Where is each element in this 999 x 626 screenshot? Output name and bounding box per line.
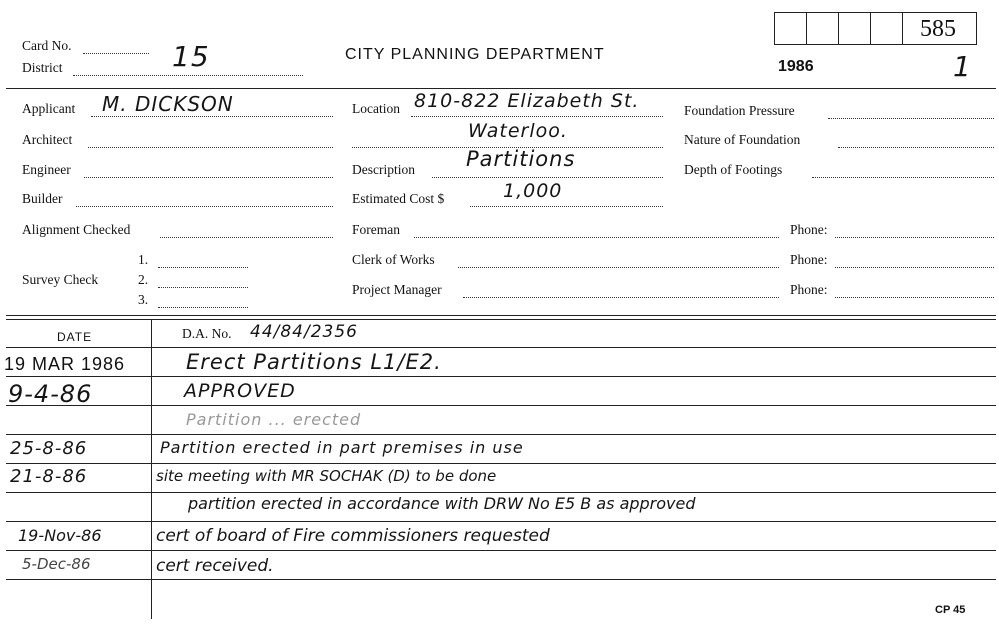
da-number-value: 44/84/2356 bbox=[250, 322, 358, 342]
location-value-2: Waterloo. bbox=[468, 120, 568, 142]
log-rule-4 bbox=[6, 463, 996, 464]
applicant-value: M. DICKSON bbox=[102, 92, 234, 116]
district-line bbox=[73, 75, 303, 76]
foreman-phone-label: Phone: bbox=[790, 222, 828, 237]
card-no-line bbox=[83, 53, 149, 54]
location-label: Location bbox=[352, 101, 400, 116]
form-code: CP 45 bbox=[935, 604, 966, 616]
log-date-1: 19 MAR 1986 bbox=[4, 354, 126, 374]
log-top-border-2 bbox=[6, 319, 996, 320]
description-label: Description bbox=[352, 162, 415, 177]
description-value: Partitions bbox=[466, 147, 576, 171]
survey-check-2: 2. bbox=[138, 272, 149, 287]
foundation-pressure-label: Foundation Pressure bbox=[684, 103, 795, 118]
log-text-1: Erect Partitions L1/E2. bbox=[186, 350, 442, 374]
log-date-5: 21-8-86 bbox=[10, 466, 88, 487]
year-label: 1986 bbox=[778, 58, 814, 75]
pm-phone-line bbox=[835, 297, 994, 298]
card-no-label: Card No. bbox=[22, 38, 72, 53]
log-text-4: Partition erected in part premises in use bbox=[160, 438, 524, 457]
depth-of-footings-label: Depth of Footings bbox=[684, 162, 783, 177]
survey-check-3: 3. bbox=[138, 292, 149, 307]
depth-of-footings-line bbox=[812, 177, 994, 178]
estimated-cost-label: Estimated Cost $ bbox=[352, 191, 445, 206]
project-manager-label: Project Manager bbox=[352, 282, 442, 297]
log-date-4: 25-8-86 bbox=[10, 438, 88, 459]
card-number-box-1 bbox=[774, 12, 807, 45]
log-rule-1 bbox=[6, 376, 996, 377]
foreman-phone-line bbox=[835, 237, 994, 238]
log-text-5: site meeting with MR SOCHAK (D) to be done bbox=[156, 467, 497, 485]
log-rule-2 bbox=[6, 405, 996, 406]
card-number-box-3 bbox=[838, 12, 871, 45]
log-rule-7 bbox=[6, 550, 996, 551]
card-number-box-2 bbox=[806, 12, 839, 45]
survey-line-1 bbox=[158, 267, 248, 268]
builder-label: Builder bbox=[22, 191, 63, 206]
description-line bbox=[432, 177, 663, 178]
alignment-checked-label: Alignment Checked bbox=[22, 222, 131, 237]
log-date-7: 19-Nov-86 bbox=[18, 526, 102, 545]
nature-of-foundation-line bbox=[838, 147, 994, 148]
applicant-line bbox=[91, 116, 333, 117]
card-number: 585 bbox=[920, 16, 956, 42]
architect-line bbox=[88, 147, 333, 148]
log-date-2: 9-4-86 bbox=[8, 380, 93, 408]
survey-check-label: Survey Check bbox=[22, 272, 99, 287]
da-number-label: D.A. No. bbox=[182, 326, 232, 341]
log-top-border bbox=[6, 315, 996, 316]
log-text-7: cert of board of Fire commissioners requested bbox=[156, 526, 550, 546]
log-rule-8 bbox=[6, 579, 996, 580]
log-rule-0 bbox=[6, 347, 996, 348]
page-title: CITY PLANNING DEPARTMENT bbox=[345, 46, 605, 63]
card-number-box-4 bbox=[870, 12, 903, 45]
architect-label: Architect bbox=[22, 132, 73, 147]
nature-of-foundation-label: Nature of Foundation bbox=[684, 132, 801, 147]
sheet-number: 1 bbox=[953, 50, 972, 83]
foreman-line bbox=[414, 237, 779, 238]
estimated-cost-value: 1,000 bbox=[503, 180, 563, 202]
log-rule-3 bbox=[6, 434, 996, 435]
project-manager-line bbox=[463, 297, 779, 298]
clerk-phone-label: Phone: bbox=[790, 252, 828, 267]
alignment-checked-line bbox=[160, 237, 333, 238]
pm-phone-label: Phone: bbox=[790, 282, 828, 297]
foreman-label: Foreman bbox=[352, 222, 400, 237]
card-no-value: 15 bbox=[172, 40, 210, 73]
log-rule-6 bbox=[6, 521, 996, 522]
clerk-of-works-label: Clerk of Works bbox=[352, 252, 435, 267]
engineer-line bbox=[84, 177, 333, 178]
location-line bbox=[411, 116, 663, 117]
survey-line-3 bbox=[158, 307, 248, 308]
log-column-divider bbox=[151, 319, 152, 619]
log-text-2: APPROVED bbox=[184, 380, 296, 402]
estimated-cost-line bbox=[470, 206, 663, 207]
log-text-3: Partition ... erected bbox=[186, 410, 362, 429]
district-label: District bbox=[22, 60, 63, 75]
engineer-label: Engineer bbox=[22, 162, 71, 177]
date-column-header: DATE bbox=[57, 330, 93, 344]
location-value: 810-822 Elizabeth St. bbox=[414, 90, 640, 112]
clerk-of-works-line bbox=[458, 267, 779, 268]
log-date-8: 5-Dec-86 bbox=[22, 555, 91, 573]
applicant-label: Applicant bbox=[22, 101, 76, 116]
log-text-6: partition erected in accordance with DRW No E5 B as approved bbox=[188, 494, 696, 513]
clerk-phone-line bbox=[835, 267, 994, 268]
log-text-8: cert received. bbox=[156, 556, 274, 576]
foundation-pressure-line bbox=[828, 118, 994, 119]
survey-check-1: 1. bbox=[138, 252, 149, 267]
builder-line bbox=[76, 206, 333, 207]
survey-line-2 bbox=[158, 287, 248, 288]
